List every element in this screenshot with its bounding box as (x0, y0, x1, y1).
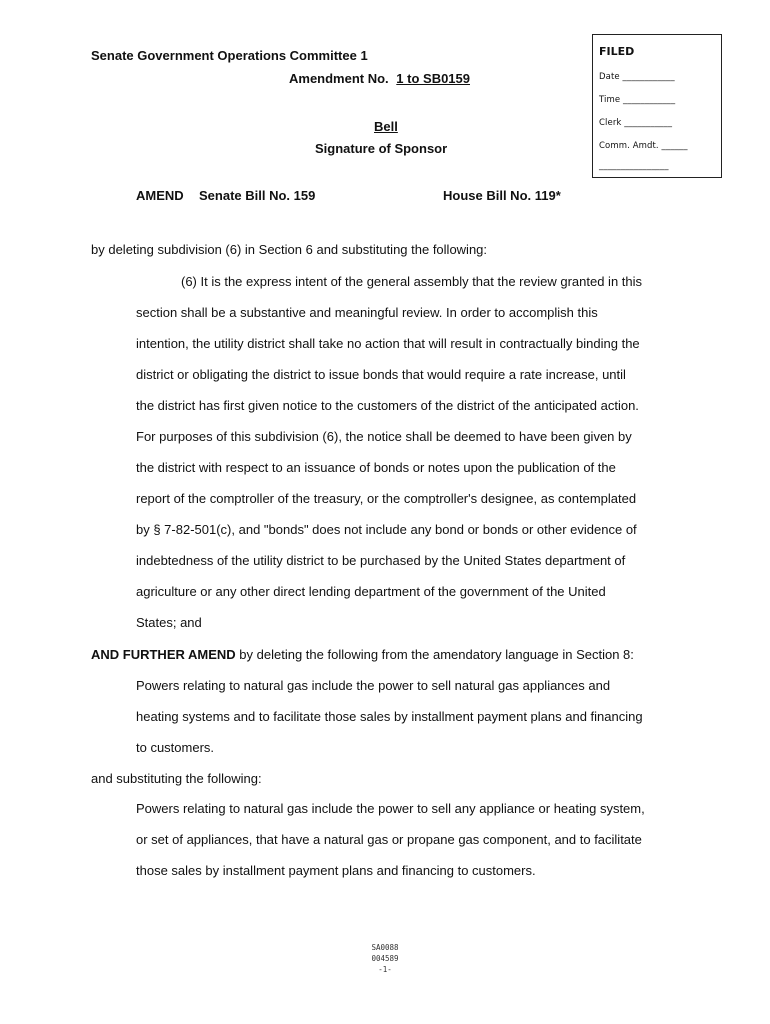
filed-date-field: Date ____________ (599, 72, 675, 82)
further-amend-text: by deleting the following from the amendatory language in Section 8: (235, 647, 634, 662)
footer-page-number: -1- (378, 965, 392, 974)
filed-time-field: Time ____________ (599, 95, 676, 105)
footer-code-2: 004589 (371, 954, 399, 963)
sponsor-caption: Signature of Sponsor (315, 141, 448, 156)
subdivision-text-line: (6) It is the express intent of the general assembly that the review granted in this (181, 274, 643, 289)
amendment-reference: 1 to SB0159 (396, 71, 470, 86)
senate-bill-number: Senate Bill No. 159 (199, 188, 316, 203)
filed-title: FILED (599, 45, 635, 58)
amendment-prefix: Amendment No. (289, 71, 389, 86)
further-amend-label: AND FURTHER AMEND (91, 647, 236, 662)
substituted-text-line: those sales by installment payment plans and financing to customers. (136, 863, 536, 878)
substituting-paragraph: and substituting the following: (91, 771, 262, 786)
subdivision-text-line: States; and (136, 615, 202, 630)
subdivision-text-line: report of the comptroller of the treasury, or the comptroller's designee, as contemplated (136, 491, 637, 506)
substituted-text-line: or set of appliances, that have a natural gas or propane gas component, and to facilitate (136, 832, 642, 847)
intro-paragraph: by deleting subdivision (6) in Section 6 and substituting the following: (91, 242, 488, 257)
substituted-text-line: Powers relating to natural gas include the power to sell any appliance or heating system, (136, 801, 645, 816)
filed-comm-amdt-field: Comm. Amdt. ______ (599, 141, 688, 151)
subdivision-text-line: the district has first given notice to the customers of the district of the anticipated action. (136, 398, 639, 413)
subdivision-text-line: by § 7-82-501(c), and "bonds" does not include any bond or bonds or other evidence of (136, 522, 637, 537)
committee-title: Senate Government Operations Committee 1 (91, 48, 368, 63)
filed-bottom-line: ________________ (599, 161, 669, 171)
house-bill-number: House Bill No. 119* (443, 188, 561, 203)
further-amend-paragraph (91, 647, 634, 662)
amend-label: AMEND (136, 188, 184, 203)
filed-clerk-field: Clerk ___________ (599, 118, 673, 128)
subdivision-text-line: For purposes of this subdivision (6), the notice shall be deemed to have been given by (136, 429, 632, 444)
subdivision-text-line: indebtedness of the utility district to be purchased by the United States department of (136, 553, 626, 568)
deleted-text-line: heating systems and to facilitate those sales by installment payment plans and financing (136, 709, 643, 724)
footer-code-1: SA0088 (371, 943, 399, 952)
footer-codes (0, 942, 770, 975)
deleted-text-line: Powers relating to natural gas include the power to sell natural gas appliances and (136, 678, 611, 693)
sponsor-name: Bell (374, 119, 398, 134)
subdivision-text-line: agriculture or any other direct lending department of the government of the United (136, 584, 606, 599)
amendment-number (289, 71, 470, 86)
subdivision-text-line: the district with respect to an issuance of bonds or notes upon the publication of the (136, 460, 616, 475)
filed-stamp-box (592, 34, 722, 178)
subdivision-text-line: district or obligating the district to issue bonds that would require a rate increase, until (136, 367, 626, 382)
deleted-text-line: to customers. (136, 740, 215, 755)
subdivision-text-line: section shall be a substantive and meaningful review. In order to accomplish this (136, 305, 598, 320)
subdivision-text-line: intention, the utility district shall take no action that will result in contractually binding the (136, 336, 640, 351)
